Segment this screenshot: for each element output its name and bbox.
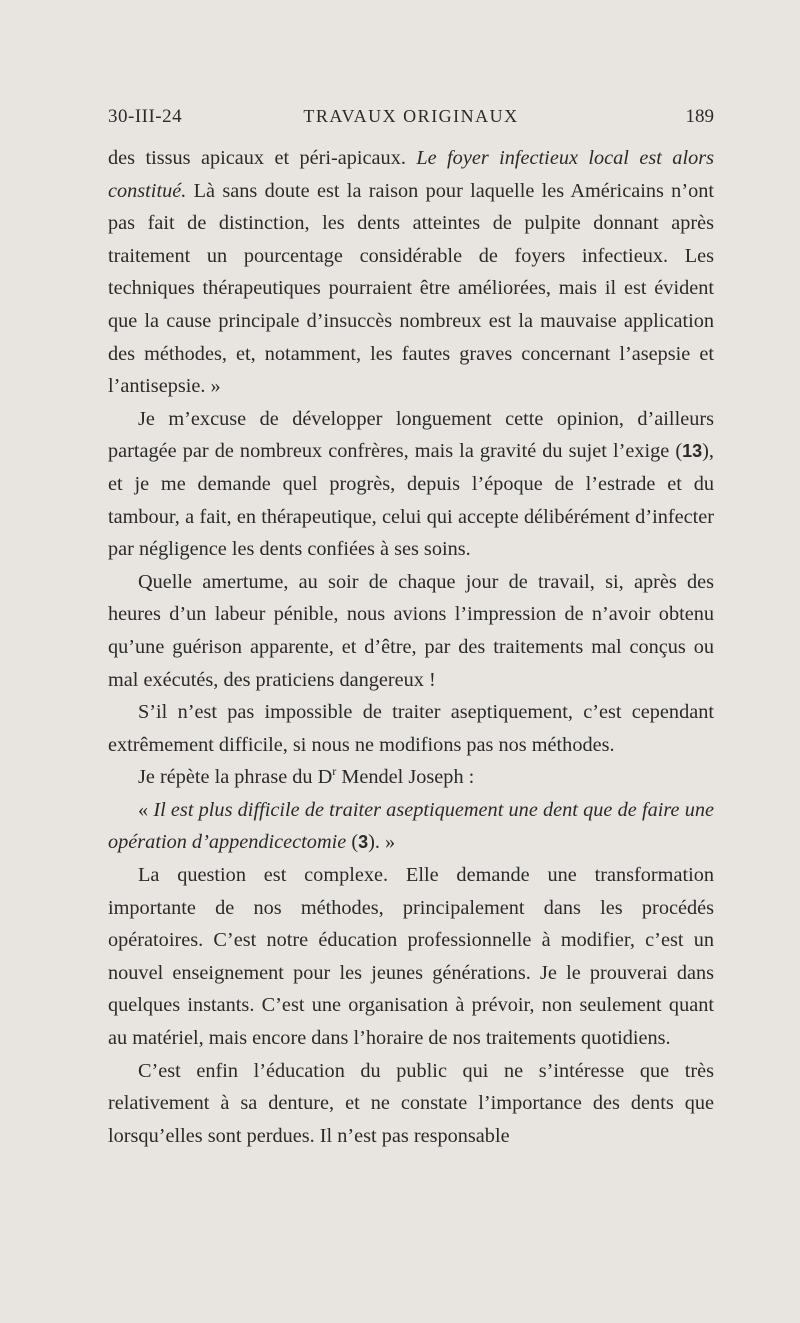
body-text — [108, 142, 714, 1152]
italic-quotation: Il est plus difficile de traiter aseptiquement une dent que de faire une opération d’appendicectomie — [108, 798, 714, 854]
superscript: r — [332, 764, 337, 779]
running-header — [108, 106, 714, 136]
paragraph-1 — [108, 142, 714, 403]
reference-number: 13 — [682, 441, 703, 462]
reference-number: 3 — [358, 832, 369, 853]
text-run: Je m’excuse de développer longuement cette opinion, d’ailleurs partagée par de nombreux confrères, mais la gravité du sujet l’exige ( — [108, 407, 714, 463]
page-number: 189 — [685, 106, 714, 127]
quotation-paragraph — [108, 794, 714, 859]
text-run: « — [138, 798, 154, 821]
paragraph-4: S’il n’est pas impossible de traiter aseptiquement, c’est cependant extrêmement difficile, si nous ne modifions pas nos méthodes. — [108, 701, 714, 756]
text-run: ). » — [368, 831, 396, 854]
header-date: 30-III-24 — [108, 106, 183, 127]
paragraph-5 — [108, 761, 714, 794]
text-run: des tissus apicaux et péri-apicaux. — [108, 147, 417, 169]
text-run: Je répète la phrase du D — [138, 766, 333, 789]
text-run: ( — [346, 831, 359, 854]
text-run: ), et je me demande quel progrès, depuis l’époque de l’estrade et du tambour, a fait, en thérapeutique, celui qui accepte délibérément d’infecter par négligence les dents confiées à ses soins. — [108, 440, 714, 561]
italic-text-run: Le foyer infectieux local est alors constitué. — [108, 147, 715, 202]
header-section-title: TRAVAUX ORIGINAUX — [303, 106, 519, 126]
paragraph-3: Quelle amertume, au soir de chaque jour de travail, si, après des heures d’un labeur pénible, nous avions l’impression de n’avoir obtenu qu’une guérison apparente, et d’être, par des traitements mal conçus ou mal exécutés, des praticiens dangereux ! — [108, 570, 714, 691]
text-run: Mendel Joseph : — [336, 766, 475, 789]
paragraph-7: La question est complexe. Elle demande une transformation importante de nos méthodes, principalement dans les procédés opératoires. C’est notre éducation professionnelle à modifier, c’est un nouvel enseignement pour les jeunes générations. Je le prouverai dans quelques instants. C’est une organisation à prévoir, non seulement quant au matériel, mais encore dans l’horaire de nos traitements quotidiens. — [108, 864, 714, 1050]
paragraph-8: C’est enfin l’éducation du public qui ne s’intéresse que très relativement à sa denture, et ne constate l’importance des dents que lorsqu’elles sont perdues. Il n’est pas responsable — [108, 1059, 714, 1147]
text-run: Là sans doute est la raison pour laquelle les Américains n’ont pas fait de distinction, les dents atteintes de pulpite donnant après traitement un pourcentage considérable de foyers infectieux. Les techniques thérapeutiques pourraient être améliorées, mais il est évident que la cause principale d’insuccès nombreux est la mauvaise application des méthodes, et, notamment, les fautes graves concernant l’asepsie et l’antisepsie. » — [108, 179, 714, 398]
paragraph-2 — [108, 403, 714, 566]
